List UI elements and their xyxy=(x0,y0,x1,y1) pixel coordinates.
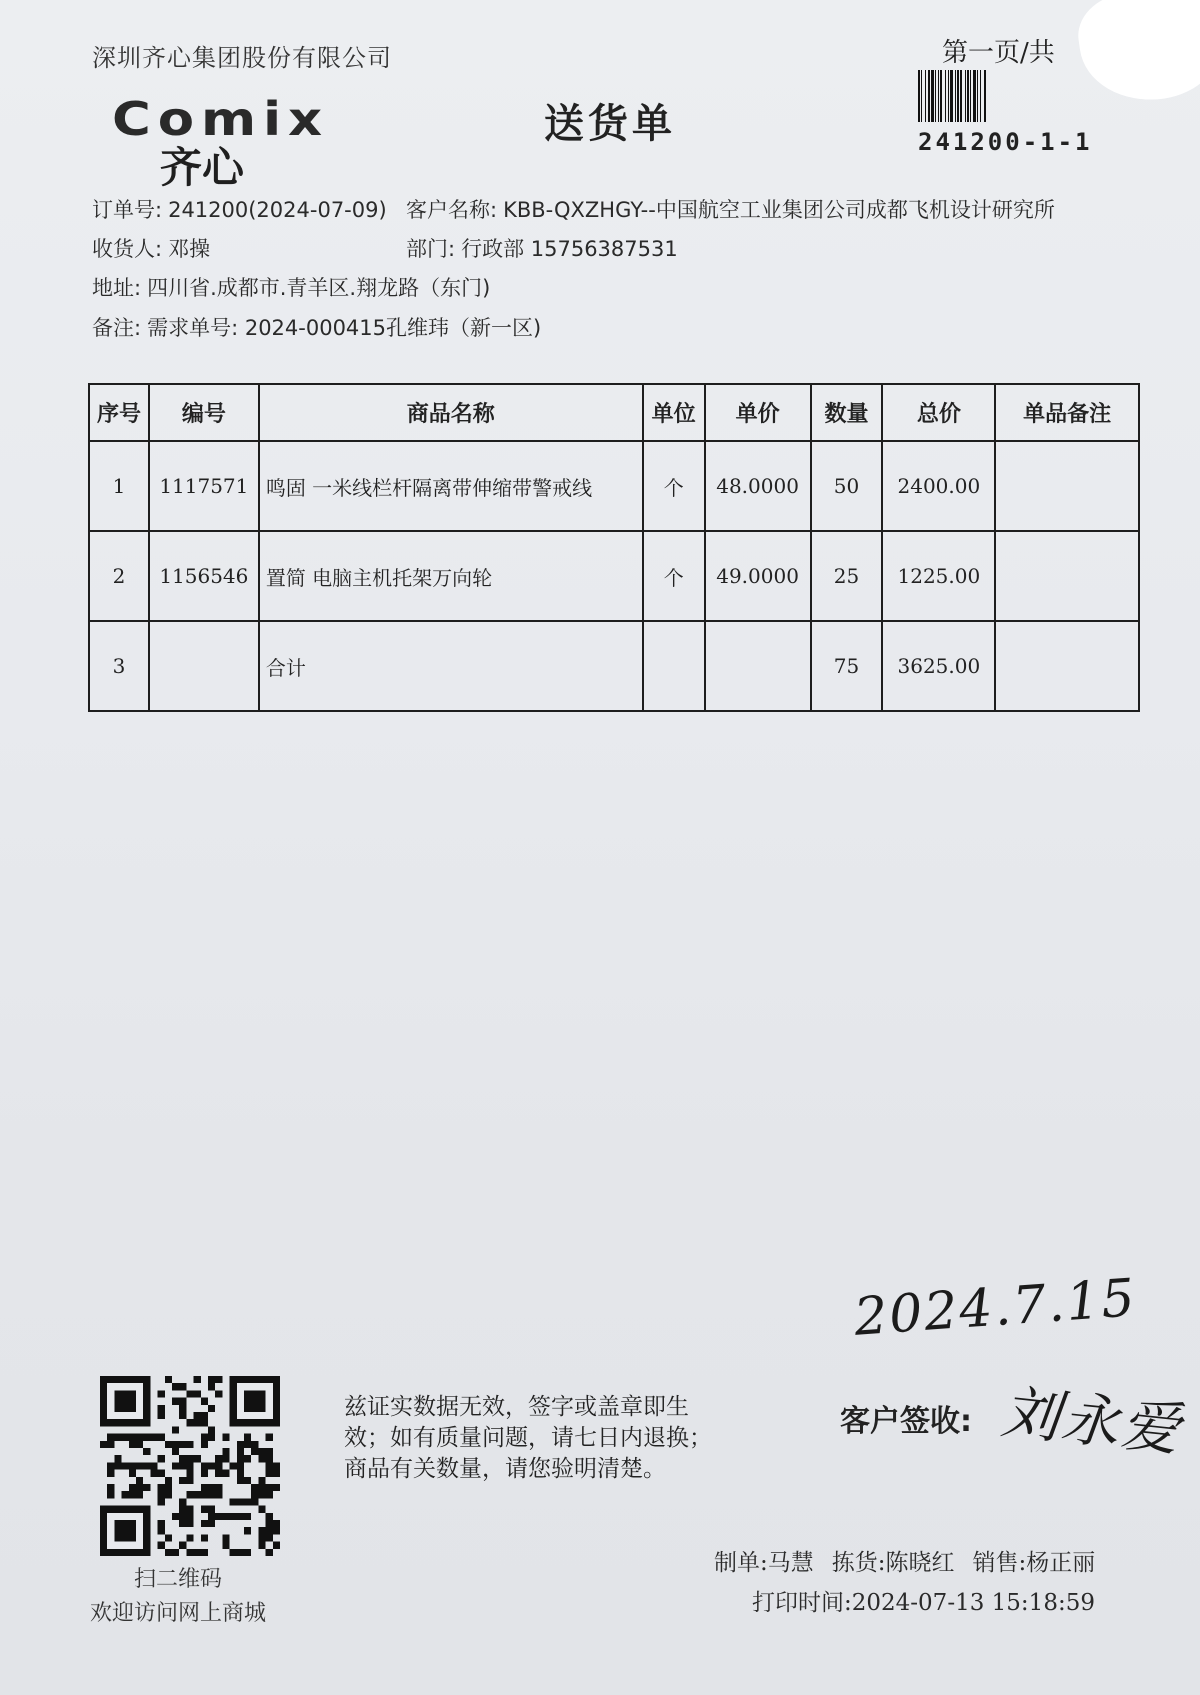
customer-label: 客户名称: xyxy=(406,198,498,222)
header-unit: 单位 xyxy=(643,384,705,441)
address: 四川省.成都市.青羊区.翔龙路（东门) xyxy=(147,276,491,300)
qr-code xyxy=(100,1376,280,1556)
header-code: 编号 xyxy=(149,384,259,441)
cell-total: 2400.00 xyxy=(882,441,995,531)
qr-caption-scan: 扫二维码 xyxy=(134,1567,223,1592)
header-name: 商品名称 xyxy=(259,384,643,441)
cell-code: 1156546 xyxy=(149,531,259,621)
table-total-row xyxy=(89,621,1139,711)
barcode-bar xyxy=(986,70,987,122)
receiver-label: 收货人: xyxy=(92,237,163,261)
terms-text xyxy=(344,1392,764,1485)
address-line xyxy=(92,272,490,302)
cell-qty: 75 xyxy=(811,621,883,711)
order-number-label: 订单号: xyxy=(92,198,163,222)
header-total: 总价 xyxy=(882,384,995,441)
picker: 拣货:陈晓红 xyxy=(831,1550,955,1576)
cell-price xyxy=(705,621,811,711)
table-row xyxy=(89,531,1139,621)
header-qty: 数量 xyxy=(811,384,883,441)
receiver-line xyxy=(92,233,210,263)
address-label: 地址: xyxy=(92,276,142,300)
cell-seq: 1 xyxy=(89,441,149,531)
handwritten-date: 2024.7.15 xyxy=(852,1268,1139,1348)
cell-unit: 个 xyxy=(643,531,705,621)
remark-label: 备注: xyxy=(92,316,142,340)
cell-seq: 3 xyxy=(89,621,149,711)
table-header-row xyxy=(89,384,1139,441)
company-name: 深圳齐心集团股份有限公司 xyxy=(92,44,392,72)
cell-name: 置简 电脑主机托架万向轮 xyxy=(259,531,643,621)
remark: 需求单号: 2024-000415孔维玮（新一区) xyxy=(147,316,542,340)
comix-logo xyxy=(112,92,352,192)
cell-name: 鸣固 一米线栏杆隔离带伸缩带警戒线 xyxy=(259,441,643,531)
document-title: 送货单 xyxy=(544,100,676,147)
cell-note xyxy=(995,621,1139,711)
cell-code xyxy=(149,621,259,711)
handwritten-signature: 刘永爱 xyxy=(998,1377,1185,1465)
terms-line: 效；如有质量问题，请七日内退换； xyxy=(344,1425,712,1451)
maker: 制单:马慧 xyxy=(714,1550,814,1576)
cell-price: 49.0000 xyxy=(705,531,811,621)
cell-qty: 50 xyxy=(811,441,883,531)
logo-wordmark: Comix xyxy=(112,92,330,146)
cell-seq: 2 xyxy=(89,531,149,621)
order-number-line xyxy=(92,194,387,224)
cell-unit xyxy=(643,621,705,711)
page-number: 第一页/共 xyxy=(942,38,1055,68)
header-seq: 序号 xyxy=(89,384,149,441)
cell-name: 合计 xyxy=(259,621,643,711)
print-time: 打印时间:2024-07-13 15:18:59 xyxy=(752,1590,1095,1616)
table-row xyxy=(89,441,1139,531)
torn-corner xyxy=(1073,0,1200,109)
barcode-number: 241200-1-1 xyxy=(918,128,1093,156)
remark-line xyxy=(92,312,541,342)
sales: 销售:杨正丽 xyxy=(972,1550,1096,1576)
order-number: 241200(2024-07-09) xyxy=(168,198,387,222)
customer-line xyxy=(406,194,1055,224)
terms-line: 兹证实数据无效，签字或盖章即生 xyxy=(344,1394,689,1420)
goods-table xyxy=(88,383,1140,712)
header-note: 单品备注 xyxy=(995,384,1139,441)
customer-name: KBB-QXZHGY--中国航空工业集团公司成都飞机设计研究所 xyxy=(503,198,1055,222)
cell-note xyxy=(995,531,1139,621)
department-label: 部门: xyxy=(406,237,456,261)
terms-line: 商品有关数量，请您验明清楚。 xyxy=(344,1456,666,1482)
cell-total: 3625.00 xyxy=(882,621,995,711)
cell-price: 48.0000 xyxy=(705,441,811,531)
department-line xyxy=(406,233,678,263)
department: 行政部 15756387531 xyxy=(461,237,678,261)
logo-chinese: 齐心 xyxy=(160,143,245,192)
receiver-name: 邓操 xyxy=(168,237,211,261)
staff-line xyxy=(714,1544,1113,1577)
cell-code: 1117571 xyxy=(149,441,259,531)
cell-qty: 25 xyxy=(811,531,883,621)
qr-caption-store: 欢迎访问网上商城 xyxy=(90,1601,267,1626)
header-price: 单价 xyxy=(705,384,811,441)
cell-note xyxy=(995,441,1139,531)
cell-unit: 个 xyxy=(643,441,705,531)
customer-sign-label: 客户签收: xyxy=(840,1404,972,1439)
cell-total: 1225.00 xyxy=(882,531,995,621)
barcode xyxy=(918,70,1076,122)
